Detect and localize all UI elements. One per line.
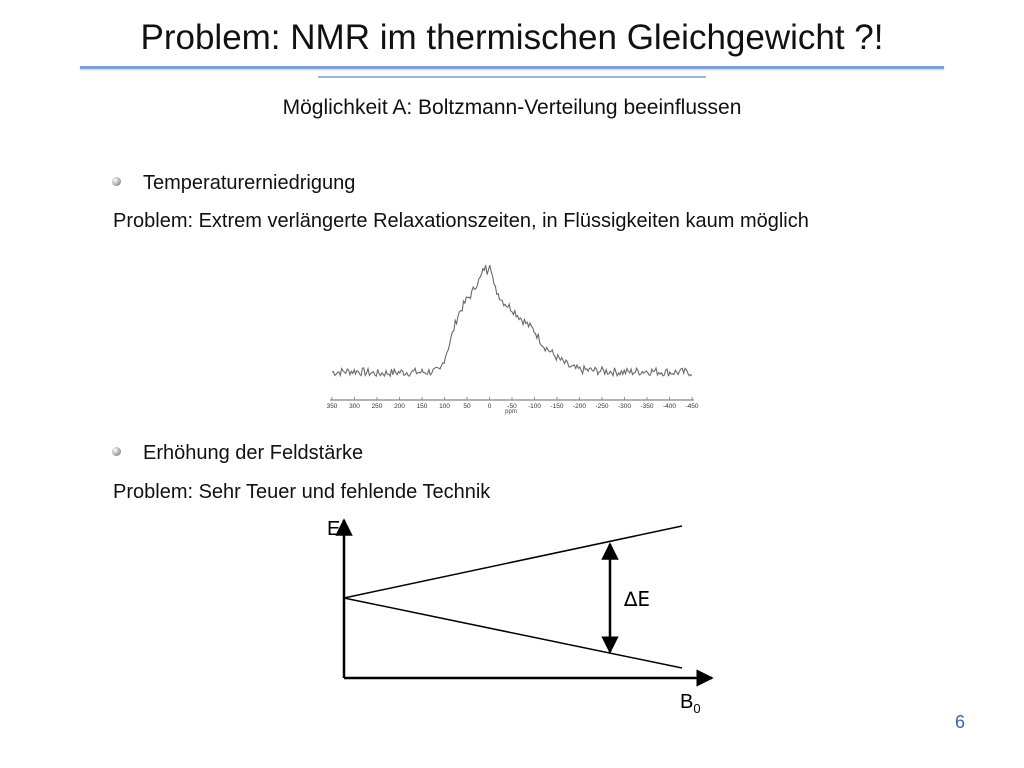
field-axis-label-subscript: 0: [693, 701, 701, 716]
spectrum-tick-label: -350: [640, 403, 654, 410]
subtitle-rule: [318, 76, 706, 78]
spectrum-tick-label: 300: [349, 403, 360, 410]
slide-subtitle: Möglichkeit A: Boltzmann-Verteilung beeinflussen: [282, 96, 742, 119]
spectrum-tick-label: -150: [550, 403, 564, 410]
spectrum-tick-label: -300: [617, 403, 632, 410]
energy-splitting-diagram: [310, 512, 730, 718]
bullet-label: Erhöhung der Feldstärke: [143, 442, 364, 464]
bullet-label: Temperaturerniedrigung: [143, 172, 356, 194]
spectrum-tick-label: 250: [371, 403, 383, 410]
spectrum-tick-label: 150: [416, 403, 428, 410]
spectrum-tick-label: 50: [463, 403, 471, 410]
spectrum-series-line: [332, 265, 692, 376]
bullet-problem-1: Problem: Extrem verlängerte Relaxationszeiten, in Flüssigkeiten kaum möglich: [113, 210, 809, 232]
bullet-problem-2: Problem: Sehr Teuer und fehlende Technik: [113, 481, 491, 503]
spectrum-axis-unit: ppm: [505, 409, 517, 415]
spectrum-tick-label: -400: [662, 403, 677, 410]
spectrum-tick-label: 100: [439, 403, 450, 410]
slide-title: Problem: NMR im thermischen Gleichgewicht ?!: [140, 18, 884, 57]
bullet-icon: [112, 177, 121, 186]
spectrum-tick-label: -250: [595, 403, 609, 410]
spectrum-tick-label: -200: [572, 403, 587, 410]
bullet-icon: [112, 447, 121, 456]
spectrum-tick-label: 0: [487, 403, 492, 410]
spectrum-tick-label: 200: [394, 403, 405, 410]
nmr-spectrum-chart: [326, 254, 699, 415]
spectrum-tick-label: -450: [685, 403, 699, 410]
page-number: 6: [954, 712, 965, 732]
delta-e-label: ∆E: [624, 587, 651, 611]
bullet-item-2: [112, 442, 363, 465]
field-axis-label: [680, 691, 701, 716]
field-axis-label-main: B: [680, 691, 694, 713]
bullet-item-1: [112, 172, 355, 195]
energy-axis-label: E: [327, 518, 341, 540]
title-underline: [80, 66, 944, 69]
spectrum-tick-label: -50: [507, 403, 517, 410]
spectrum-tick-label: -100: [527, 403, 542, 410]
spectrum-tick-label: 350: [326, 403, 338, 410]
